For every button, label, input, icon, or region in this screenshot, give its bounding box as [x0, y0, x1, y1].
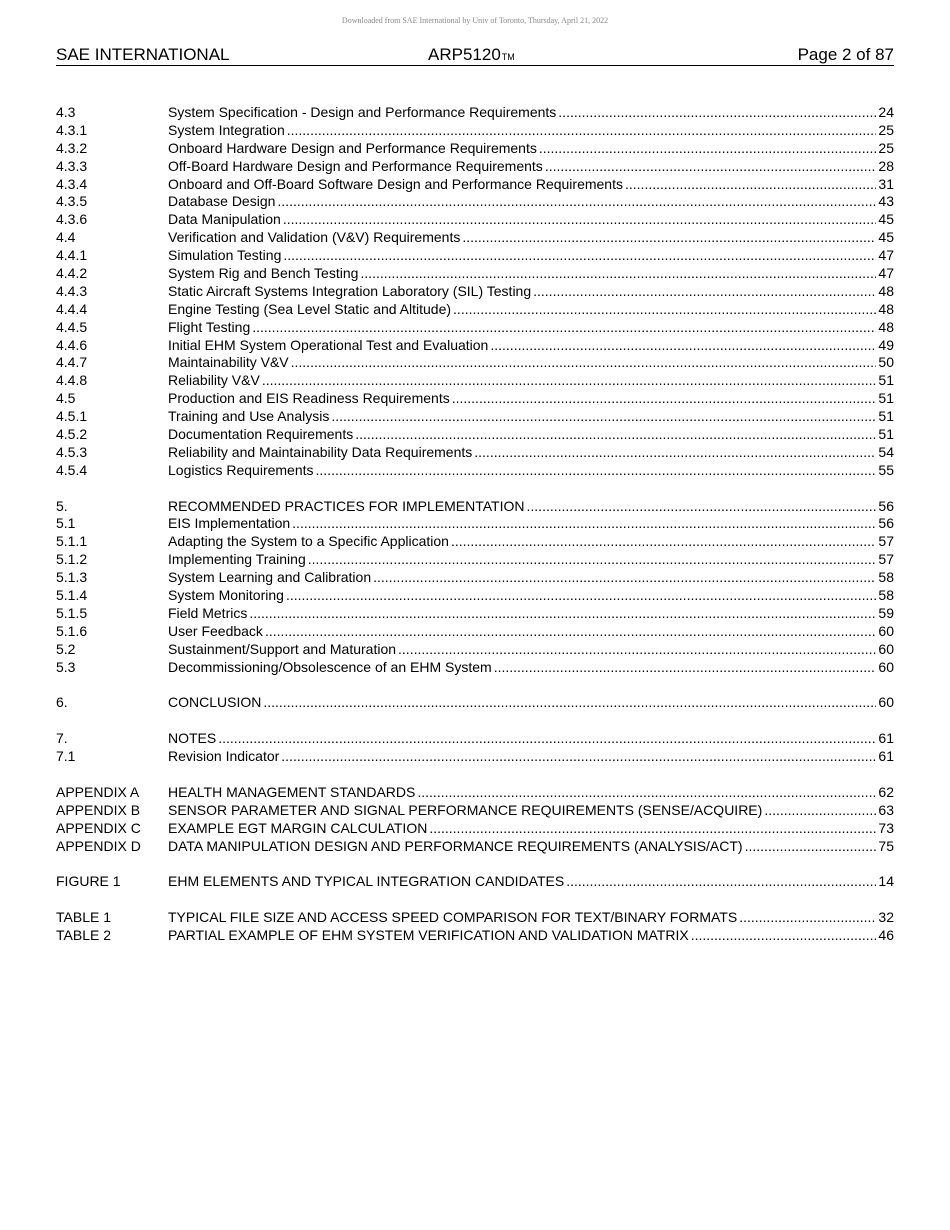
- toc-entry[interactable]: [56, 927, 894, 945]
- toc-entry-page: 48: [878, 300, 894, 317]
- toc-entry-title-wrap: [168, 140, 876, 158]
- toc-entry-number: 4.4.7: [56, 354, 88, 371]
- toc-entry-title: TYPICAL FILE SIZE AND ACCESS SPEED COMPARISON FOR TEXT/BINARY FORMATS: [168, 909, 738, 926]
- toc-entry-title-wrap: [168, 551, 876, 569]
- toc-entry-page: 54: [878, 443, 894, 460]
- toc-entry-title-wrap: [168, 623, 876, 641]
- toc-entry-number: APPENDIX C: [56, 819, 141, 836]
- toc-entry-title-wrap: [168, 927, 876, 945]
- toc-entry-title: EXAMPLE EGT MARGIN CALCULATION: [168, 819, 428, 836]
- toc-entry-page: 58: [878, 569, 894, 586]
- toc-entry[interactable]: [56, 802, 894, 820]
- toc-entry-title: Training and Use Analysis: [168, 408, 330, 425]
- toc-entry[interactable]: [56, 551, 894, 569]
- toc-entry-title-wrap: [168, 498, 876, 516]
- toc-entry-title: Revision Indicator: [168, 748, 280, 765]
- toc-entry[interactable]: [56, 748, 894, 766]
- toc-entry-page: 58: [878, 587, 894, 604]
- toc-dot-leader: [286, 587, 876, 605]
- toc-entry-title-wrap: [168, 354, 876, 372]
- toc-entry[interactable]: [56, 140, 894, 158]
- toc-entry-title-wrap: [168, 444, 876, 462]
- toc-entry-number: 5.1.5: [56, 604, 88, 621]
- toc-entry-title-wrap: [168, 319, 876, 337]
- toc-dot-leader: [331, 408, 876, 426]
- toc-entry[interactable]: [56, 694, 894, 712]
- toc-entry-title-wrap: [168, 838, 876, 856]
- toc-entry-page: 75: [878, 837, 894, 854]
- toc-entry-page: 48: [878, 318, 894, 335]
- toc-entry-number: 7.: [56, 730, 68, 747]
- toc-dot-leader: [277, 193, 876, 211]
- toc-entry-title-wrap: [168, 784, 876, 802]
- toc-entry-title-wrap: [168, 211, 876, 229]
- toc-dot-leader: [249, 605, 876, 623]
- toc-entry-number: 5.1.1: [56, 533, 88, 550]
- toc-entry-number: 4.3.6: [56, 211, 88, 228]
- header-organization: SAE INTERNATIONAL: [56, 45, 230, 64]
- toc-entry-title: Data Manipulation: [168, 211, 281, 228]
- toc-entry-title-wrap: [168, 605, 876, 623]
- toc-entry-title-wrap: [168, 265, 876, 283]
- toc-dot-leader: [558, 104, 876, 122]
- toc-entry-page: 60: [878, 640, 894, 657]
- toc-entry-number: 5.: [56, 497, 68, 514]
- toc-entry-title: Field Metrics: [168, 604, 248, 621]
- toc-entry-number: 4.5.3: [56, 443, 88, 460]
- toc-entry-number: 4.4.1: [56, 247, 88, 264]
- toc-entry-page: 61: [878, 730, 894, 747]
- toc-entry-title: CONCLUSION: [168, 694, 262, 711]
- toc-dot-leader: [252, 319, 876, 337]
- toc-dot-leader: [691, 927, 877, 945]
- toc-entry-page: 56: [878, 515, 894, 532]
- toc-entry-title: Flight Testing: [168, 318, 251, 335]
- toc-entry[interactable]: [56, 354, 894, 372]
- toc-entry-number: APPENDIX B: [56, 801, 141, 818]
- toc-entry[interactable]: [56, 533, 894, 551]
- toc-entry[interactable]: [56, 265, 894, 283]
- toc-entry-title: Implementing Training: [168, 551, 306, 568]
- toc-entry[interactable]: [56, 462, 894, 480]
- toc-entry-title: User Feedback: [168, 622, 263, 639]
- toc-entry[interactable]: [56, 587, 894, 605]
- toc-dot-leader: [308, 551, 877, 569]
- toc-entry-title-wrap: [168, 122, 876, 140]
- toc-entry-title-wrap: [168, 229, 876, 247]
- toc-entry-title: System Specification - Design and Performance Requirements: [168, 104, 557, 120]
- toc-dot-leader: [462, 229, 876, 247]
- toc-dot-leader: [218, 730, 876, 748]
- toc-entry-title: System Rig and Bench Testing: [168, 265, 359, 282]
- toc-entry-number: 4.3: [56, 104, 76, 120]
- toc-entry-number: 4.3.1: [56, 121, 88, 138]
- toc-dot-leader: [429, 820, 876, 838]
- toc-entry-number: 5.1.6: [56, 622, 88, 639]
- toc-entry[interactable]: [56, 569, 894, 587]
- toc-entry[interactable]: [56, 838, 894, 856]
- toc-dot-leader: [452, 390, 877, 408]
- toc-entry[interactable]: [56, 659, 894, 677]
- toc-entry-title-wrap: [168, 104, 876, 122]
- toc-entry[interactable]: [56, 426, 894, 444]
- toc-entry-page: 60: [878, 622, 894, 639]
- toc-dot-leader: [262, 372, 877, 390]
- toc-entry-title: Logistics Requirements: [168, 461, 314, 478]
- header-page-number: Page 2 of 87: [797, 45, 894, 64]
- toc-entry-title-wrap: [168, 408, 876, 426]
- toc-entry-title: Database Design: [168, 193, 276, 210]
- toc-entry-page: 62: [878, 783, 894, 800]
- toc-entry-title: SENSOR PARAMETER AND SIGNAL PERFORMANCE REQUIREMENTS (SENSE/ACQUIRE): [168, 801, 763, 818]
- toc-entry-number: 4.4.4: [56, 300, 88, 317]
- toc-entry[interactable]: [56, 390, 894, 408]
- toc-entry[interactable]: [56, 211, 894, 229]
- toc-entry-title-wrap: [168, 748, 876, 766]
- toc-entry-title-wrap: [168, 659, 876, 677]
- toc-entry-title-wrap: [168, 873, 876, 891]
- toc-dot-leader: [292, 515, 876, 533]
- toc-entry-title-wrap: [168, 247, 876, 265]
- toc-entry-title: System Monitoring: [168, 587, 284, 604]
- toc-entry-page: 32: [878, 909, 894, 926]
- toc-entry[interactable]: [56, 319, 894, 337]
- toc-entry-page: 51: [878, 408, 894, 425]
- toc-entry-number: 4.4.8: [56, 372, 88, 389]
- toc-entry-number: 5.1.2: [56, 551, 88, 568]
- toc-entry-page: 50: [878, 354, 894, 371]
- toc-entry-number: 5.2: [56, 640, 76, 657]
- toc-entry-title: System Learning and Calibration: [168, 569, 372, 586]
- toc-entry-title-wrap: [168, 802, 876, 820]
- toc-entry-page: 51: [878, 426, 894, 443]
- toc-entry-page: 61: [878, 748, 894, 765]
- toc-entry-number: 4.5.4: [56, 461, 88, 478]
- toc-entry[interactable]: [56, 283, 894, 301]
- toc-entry[interactable]: [56, 193, 894, 211]
- toc-entry[interactable]: [56, 515, 894, 533]
- toc-entry-page: 51: [878, 372, 894, 389]
- trademark-mark: TM: [501, 52, 515, 62]
- toc-entry-title: Off-Board Hardware Design and Performance Requirements: [168, 157, 543, 174]
- toc-entry-number: 4.3.2: [56, 139, 88, 156]
- toc-entry[interactable]: [56, 229, 894, 247]
- toc-entry-title-wrap: [168, 283, 876, 301]
- toc-entry-number: 4.3.3: [56, 157, 88, 174]
- toc-entry-title: DATA MANIPULATION DESIGN AND PERFORMANCE REQUIREMENTS (ANALYSIS/ACT): [168, 837, 743, 854]
- toc-entry-page: 25: [878, 121, 894, 138]
- toc-entry-number: 4.4: [56, 229, 76, 246]
- toc-entry[interactable]: [56, 873, 894, 891]
- toc-entry-title-wrap: [168, 158, 876, 176]
- toc-entry[interactable]: [56, 104, 894, 122]
- toc-entry-page: 51: [878, 390, 894, 407]
- toc-entry-number: 4.4.3: [56, 282, 88, 299]
- toc-entry-number: 5.1: [56, 515, 76, 532]
- toc-dot-leader: [490, 337, 876, 355]
- toc-entry[interactable]: [56, 301, 894, 319]
- toc-entry-title-wrap: [168, 569, 876, 587]
- toc-dot-leader: [625, 176, 876, 194]
- toc-entry-title: PARTIAL EXAMPLE OF EHM SYSTEM VERIFICATION AND VALIDATION MATRIX: [168, 926, 689, 943]
- toc-entry-title: RECOMMENDED PRACTICES FOR IMPLEMENTATION: [168, 497, 525, 514]
- toc-entry[interactable]: [56, 176, 894, 194]
- toc-entry-page: 43: [878, 193, 894, 210]
- toc-dot-leader: [739, 909, 876, 927]
- toc-entry-title: Simulation Testing: [168, 247, 282, 264]
- toc-entry-title-wrap: [168, 462, 876, 480]
- toc-dot-leader: [316, 462, 877, 480]
- toc-entry-title-wrap: [168, 641, 876, 659]
- toc-entry-title: Maintainability V&V: [168, 354, 289, 371]
- download-watermark-note: Downloaded from SAE International by Univ of Toronto, Thursday, April 21, 2022: [341, 16, 609, 25]
- toc-entry-title-wrap: [168, 587, 876, 605]
- toc-entry-page: 45: [878, 229, 894, 246]
- toc-entry-title: NOTES: [168, 730, 217, 747]
- toc-entry-page: 57: [878, 533, 894, 550]
- toc-entry-number: 4.4.6: [56, 336, 88, 353]
- toc-dot-leader: [287, 122, 877, 140]
- toc-entry[interactable]: [56, 498, 894, 516]
- toc-entry-number: 4.4.5: [56, 318, 88, 335]
- toc-entry-title: Decommissioning/Obsolescence of an EHM System: [168, 658, 492, 675]
- toc-dot-leader: [360, 265, 876, 283]
- toc-dot-leader: [527, 498, 877, 516]
- toc-entry[interactable]: [56, 444, 894, 462]
- toc-entry-title: Production and EIS Readiness Requirements: [168, 390, 450, 407]
- toc-dot-leader: [417, 784, 876, 802]
- toc-entry-title: HEALTH MANAGEMENT STANDARDS: [168, 783, 416, 800]
- toc-entry-page: 57: [878, 551, 894, 568]
- toc-entry-page: 60: [878, 694, 894, 711]
- toc-entry-number: FIGURE 1: [56, 873, 121, 890]
- toc-entry[interactable]: [56, 730, 894, 748]
- toc-entry-page: 14: [878, 873, 894, 890]
- toc-entry-page: 28: [878, 157, 894, 174]
- toc-entry-title-wrap: [168, 533, 876, 551]
- toc-entry-title: EHM ELEMENTS AND TYPICAL INTEGRATION CANDIDATES: [168, 873, 565, 890]
- toc-entry[interactable]: [56, 641, 894, 659]
- toc-entry-number: 4.5.1: [56, 408, 88, 425]
- toc-dot-leader: [764, 802, 876, 820]
- toc-entry-title: Reliability V&V: [168, 372, 260, 389]
- toc-entry-page: 55: [878, 461, 894, 478]
- toc-dot-leader: [494, 659, 877, 677]
- toc-dot-leader: [283, 211, 877, 229]
- toc-dot-leader: [283, 247, 876, 265]
- toc-entry-number: 4.5: [56, 390, 76, 407]
- toc-dot-leader: [539, 140, 877, 158]
- toc-entry-number: 7.1: [56, 748, 76, 765]
- toc-entry-title-wrap: [168, 694, 876, 712]
- toc-entry-title: Onboard Hardware Design and Performance Requirements: [168, 139, 537, 156]
- toc-entry-page: 56: [878, 497, 894, 514]
- header-document-number: ARP5120™: [428, 45, 515, 64]
- toc-entry[interactable]: [56, 158, 894, 176]
- toc-entry-page: 24: [878, 104, 894, 120]
- toc-entry-title-wrap: [168, 820, 876, 838]
- toc-dot-leader: [373, 569, 876, 587]
- toc-entry-number: 5.1.3: [56, 569, 88, 586]
- toc-entry-number: TABLE 2: [56, 926, 111, 943]
- toc-entry[interactable]: [56, 247, 894, 265]
- toc-entry-title-wrap: [168, 515, 876, 533]
- toc-entry-number: APPENDIX A: [56, 783, 140, 800]
- toc-entry-title: EIS Implementation: [168, 515, 291, 532]
- toc-dot-leader: [291, 354, 877, 372]
- toc-entry-title-wrap: [168, 909, 876, 927]
- toc-entry-title-wrap: [168, 176, 876, 194]
- toc-entry[interactable]: [56, 605, 894, 623]
- toc-entry-title-wrap: [168, 372, 876, 390]
- toc-entry[interactable]: [56, 337, 894, 355]
- toc-dot-leader: [263, 694, 876, 712]
- toc-entry-title-wrap: [168, 193, 876, 211]
- toc-entry-number: 6.: [56, 694, 68, 711]
- toc-dot-leader: [451, 533, 876, 551]
- page-header: [56, 45, 894, 66]
- toc-entry-page: 25: [878, 139, 894, 156]
- toc-entry-page: 49: [878, 336, 894, 353]
- toc-entry-number: 5.3: [56, 658, 76, 675]
- toc-entry-page: 48: [878, 282, 894, 299]
- toc-entry-page: 46: [878, 926, 894, 943]
- toc-entry[interactable]: [56, 372, 894, 390]
- toc-dot-leader: [533, 283, 876, 301]
- toc-entry-page: 47: [878, 265, 894, 282]
- toc-entry-title-wrap: [168, 390, 876, 408]
- toc-entry-title-wrap: [168, 730, 876, 748]
- toc-dot-leader: [545, 158, 877, 176]
- toc-entry-page: 47: [878, 247, 894, 264]
- table-of-contents: [56, 104, 894, 945]
- toc-entry[interactable]: [56, 909, 894, 927]
- toc-entry-number: 4.4.2: [56, 265, 88, 282]
- toc-entry-title-wrap: [168, 426, 876, 444]
- toc-entry-number: 4.5.2: [56, 426, 88, 443]
- toc-entry[interactable]: [56, 820, 894, 838]
- toc-entry[interactable]: [56, 408, 894, 426]
- toc-entry-number: 5.1.4: [56, 587, 88, 604]
- toc-entry-title: Verification and Validation (V&V) Requirements: [168, 229, 461, 246]
- toc-entry-title: Sustainment/Support and Maturation: [168, 640, 397, 657]
- toc-entry-page: 59: [878, 604, 894, 621]
- toc-entry[interactable]: [56, 122, 894, 140]
- toc-dot-leader: [474, 444, 876, 462]
- toc-entry[interactable]: [56, 784, 894, 802]
- toc-entry-page: 63: [878, 801, 894, 818]
- toc-entry-title: System Integration: [168, 121, 285, 138]
- toc-dot-leader: [566, 873, 876, 891]
- toc-entry-page: 73: [878, 819, 894, 836]
- toc-entry-title-wrap: [168, 337, 876, 355]
- toc-entry-title: Adapting the System to a Specific Application: [168, 533, 449, 550]
- toc-entry-page: 31: [878, 175, 894, 192]
- toc-entry[interactable]: [56, 623, 894, 641]
- toc-entry-title: Reliability and Maintainability Data Requirements: [168, 443, 473, 460]
- toc-dot-leader: [453, 301, 876, 319]
- toc-entry-number: APPENDIX D: [56, 837, 141, 854]
- toc-dot-leader: [281, 748, 876, 766]
- toc-entry-title: Onboard and Off-Board Software Design and Performance Requirements: [168, 175, 623, 192]
- toc-dot-leader: [355, 426, 876, 444]
- toc-dot-leader: [745, 838, 877, 856]
- toc-entry-number: TABLE 1: [56, 909, 111, 926]
- toc-entry-title: Engine Testing (Sea Level Static and Altitude): [168, 300, 452, 317]
- toc-entry-page: 45: [878, 211, 894, 228]
- toc-entry-title: Documentation Requirements: [168, 426, 354, 443]
- toc-entry-number: 4.3.5: [56, 193, 88, 210]
- toc-entry-title: Initial EHM System Operational Test and Evaluation: [168, 336, 489, 353]
- toc-entry-title-wrap: [168, 301, 876, 319]
- toc-entry-number: 4.3.4: [56, 175, 88, 192]
- toc-dot-leader: [265, 623, 876, 641]
- toc-dot-leader: [398, 641, 876, 659]
- toc-entry-title: Static Aircraft Systems Integration Laboratory (SIL) Testing: [168, 282, 532, 299]
- toc-entry-page: 60: [878, 658, 894, 675]
